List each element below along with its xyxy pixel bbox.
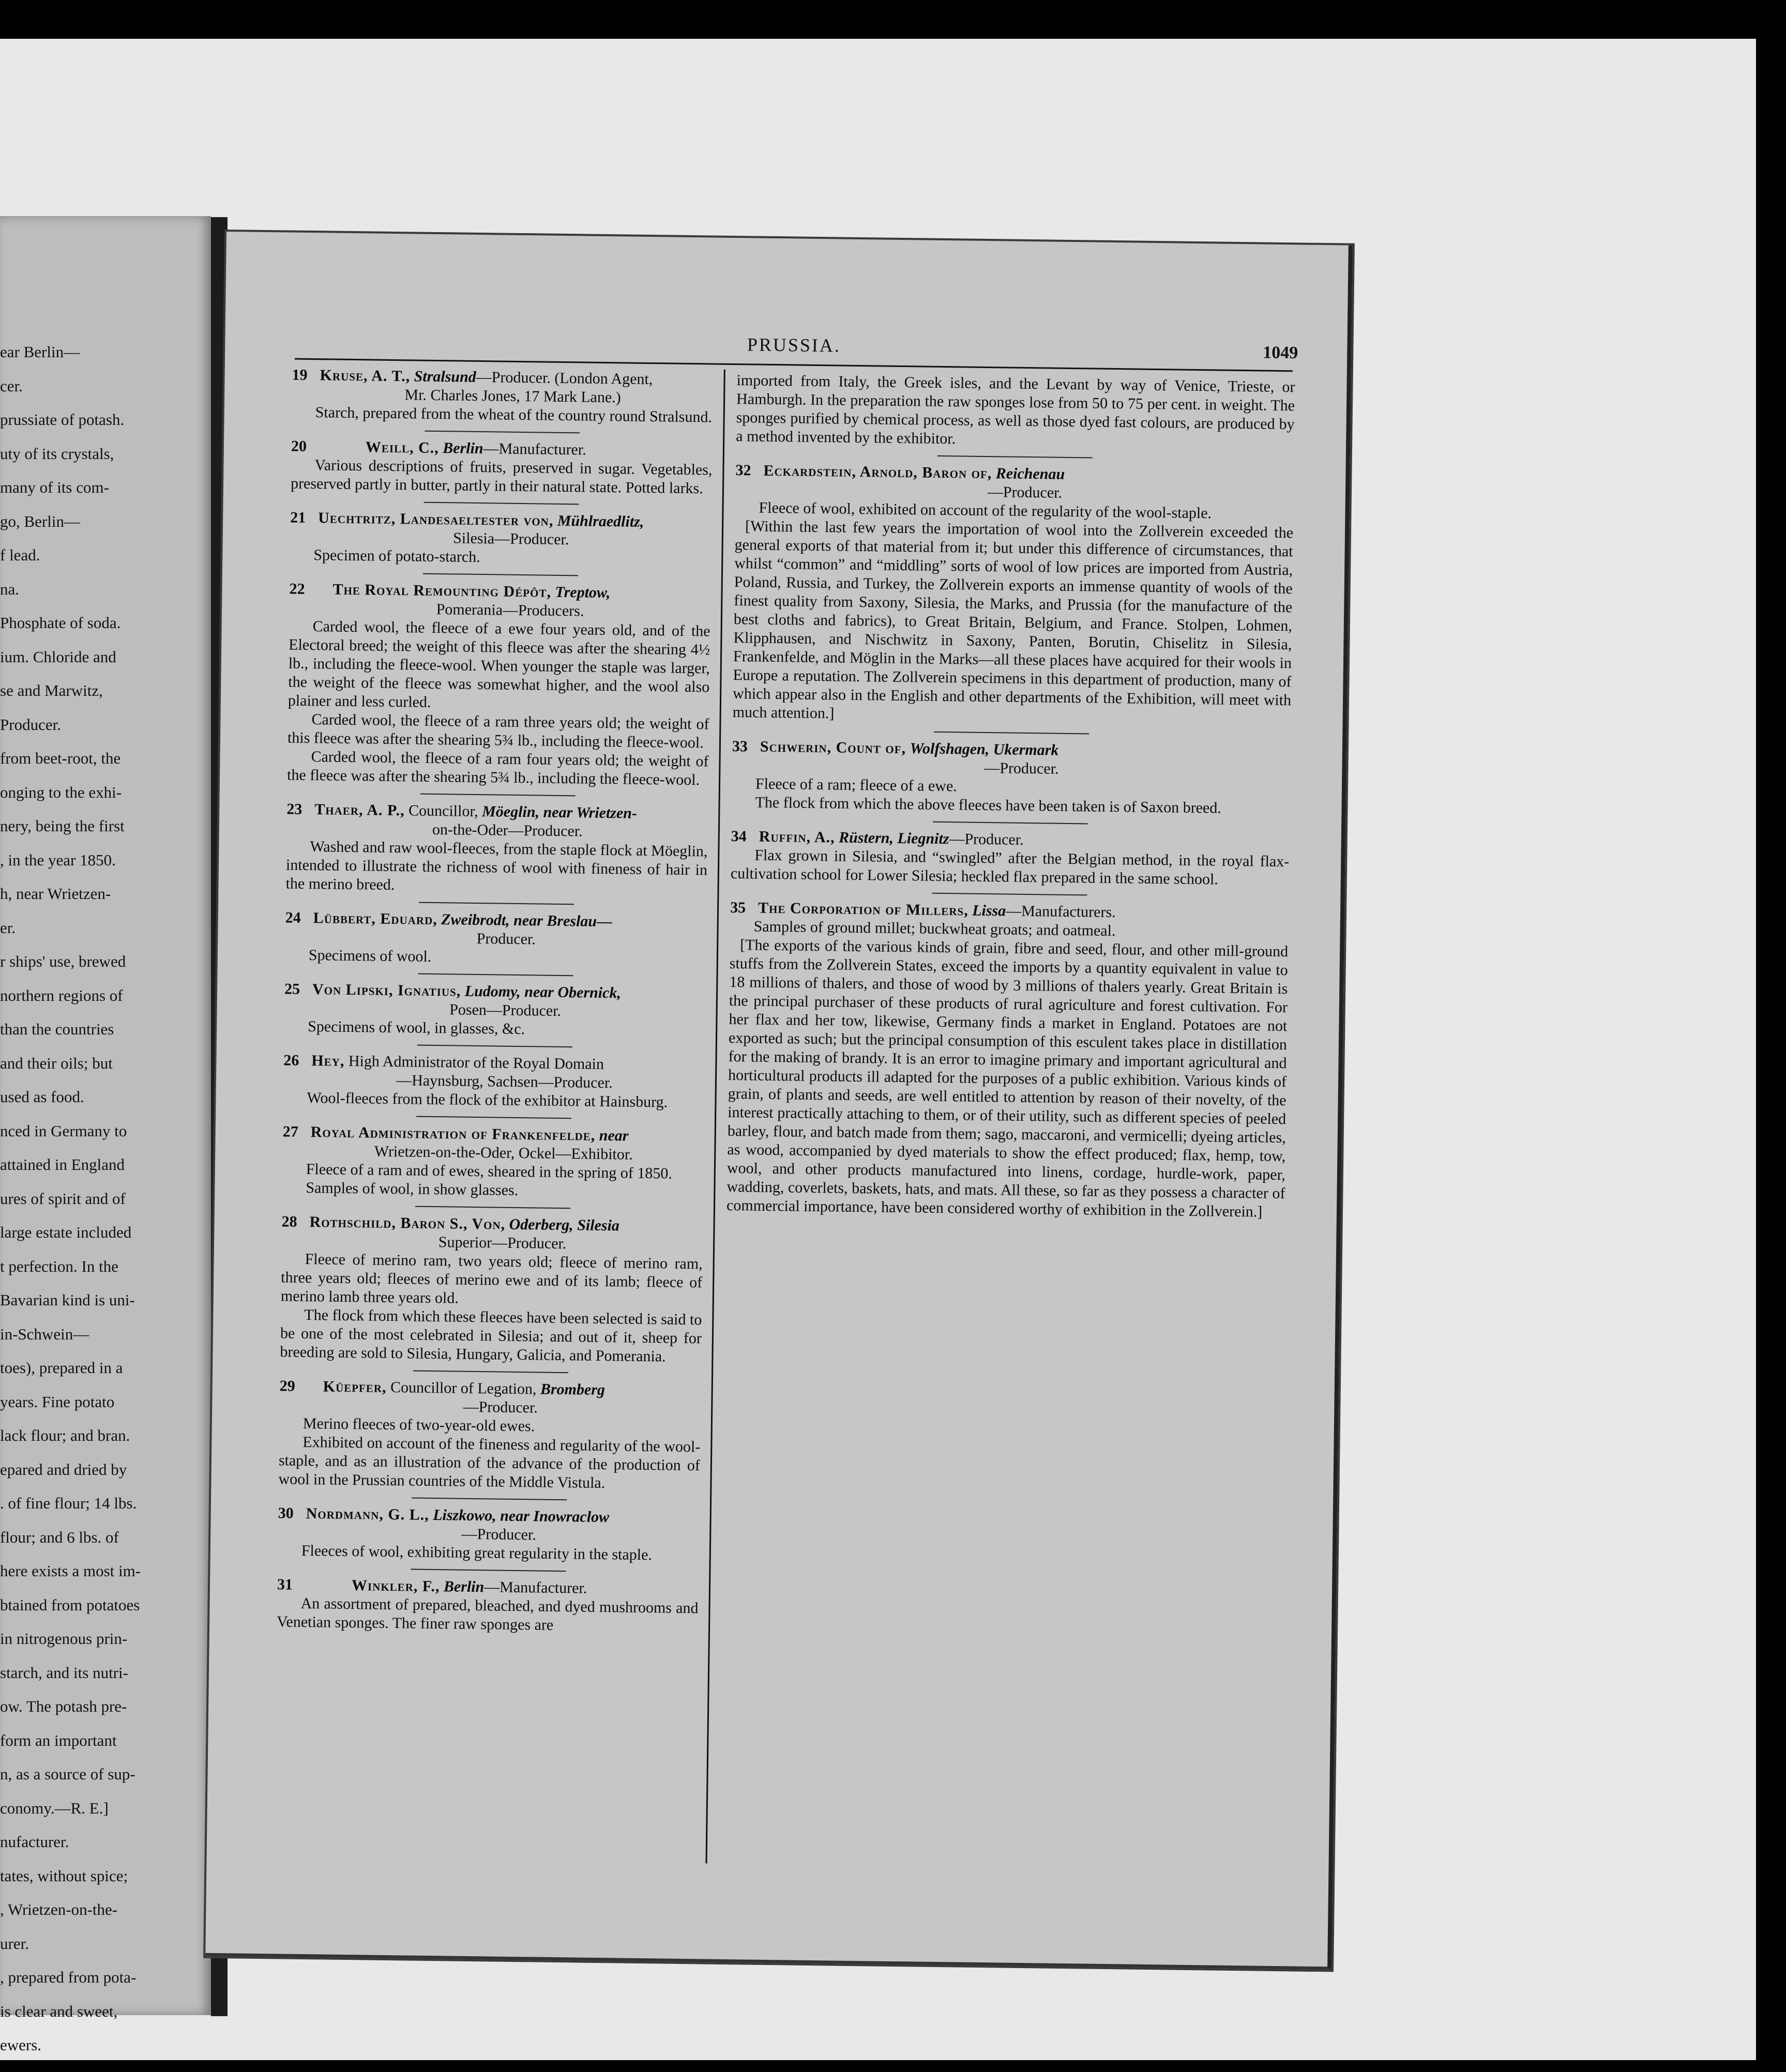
- entry-divider: [417, 1045, 572, 1048]
- entry-divider: [937, 455, 1093, 459]
- left-page-fragment: [0, 216, 211, 2054]
- left-page-line: nufacturer.: [0, 1833, 69, 1851]
- left-page-line: lack flour; and bran.: [0, 1426, 130, 1444]
- left-page-line: conomy.—R. E.]: [0, 1799, 109, 1817]
- left-page-line: , Wrietzen-on-the-: [0, 1900, 118, 1918]
- entry-32: 32 Eckardstein, Arnold, Baron of, Reichenau —Producer. Fleece of wool, exhibited on account of the regularity of the wool-staple. [Within the last few years the importation of wool into the Zollverein exceeded the general exports of that material from it; but under this difference of circumstances, that whilst “common” and “middling” sorts of wool of low prices are imported from Austria, Poland, Russia, and Turkey, the Zollverein exports an immense quantity of wools of the finest quality from Saxony, Silesia, the Marks, and Prussia (for the manufacture of the best cloths and fabrics), to Great Britain, Belgium, and France. Stolpen, Lohmen, Klipphausen, and Nischwitz in Saxony, Panten, Borutin, Chiselitz in Silesia, Frankenfelde, and Möglin in the Marks—all these places have acquired for their wools in Europe a reputation. The Zollverein specimens in this department of production, many of which appear also in the English and other departments of the Exhibition, will meet with much attention.]: [732, 461, 1294, 728]
- page-title: PRUSSIA.: [747, 334, 841, 356]
- entry-divider: [934, 732, 1089, 735]
- left-page-line: , in the year 1850.: [0, 850, 116, 869]
- left-page-line: years. Fine potato: [0, 1392, 115, 1411]
- editor-note: [The exports of the various kinds of grain, fibre and seed, flour, and other mill-ground stuffs from the Zollverein States, exceed the imports by a quantity equivalent in value to 18 millions of thalers, and those of wood by 3 millions of thalers yearly. Great Britain is the principal purchaser of these products of rural agriculture and forest cultivation. For her flax and her tow, likewise, Germany finds a market in England. Potatoes are not exported as such; but the principal consumption of this esculent takes place in distillation for the making of brandy. It is an error to imagine primary and important agricultural and horticultural products ill adapted for the purposes of a public exhibition. Various kinds of grain, of plants and seeds, are well entitled to attention by reason of their novelty, of the interest practically attaching to them, or of their utility, such as different species of peeled barley, flour, and batch made from them; sago, maccaroni, and vermicelli; dyeing articles, as wood, accompanied by dyed materials to show the effect produced; flax, hemp, tow, wool, and other products manufactured into linens, cordage, hurdle-work, paper, wadding, coverlets, baskets, hats, and mats. All these, so far as they possess a character of commercial importance, have been considered worthy of exhibition in the Zollverein.]: [726, 936, 1289, 1221]
- left-page-line: here exists a most im-: [0, 1562, 141, 1580]
- entry-divider: [425, 431, 580, 434]
- left-page-line: Bavarian kind is uni-: [0, 1291, 135, 1309]
- left-page-line: from beet-root, the: [0, 749, 121, 767]
- entry-19: 19 Kruse, A. T., Stralsund—Producer. (London Agent, Mr. Charles Jones, 17 Mark Lane.) Starch, prepared from the wheat of the country round Stralsund.: [292, 366, 713, 426]
- entry-divider: [413, 1370, 568, 1374]
- entry-20: 20 Weill, C., Berlin—Manufacturer. Various descriptions of fruits, preserved in sugar. Vegetables, preserved partly in butter, partly in their natural state. Potted larks.: [290, 437, 713, 497]
- entry-30: 30 Nordmann, G. L., Liszkowo, near Inowraclow —Producer. Fleeces of wool, exhibiting great regularity in the staple.: [278, 1504, 653, 1564]
- left-page-line: cer.: [0, 376, 23, 395]
- left-page-line: used as food.: [0, 1088, 84, 1106]
- left-page-line: in nitrogenous prin-: [0, 1629, 128, 1648]
- entry-33: 33 Schwerin, Count of, Wolfshagen, Ukermark —Producer. Fleece of a ram; fleece of a ewe. The flock from which the above fleeces have been taken is of Saxon breed.: [732, 738, 1222, 817]
- entry-divider: [933, 821, 1088, 825]
- entry-28: 28 Rothschild, Baron S., Von, Oderberg, Silesia Superior—Producer. Fleece of merino ram, two years old; fleece of merino ram, three years old; fleeces of merino ewe and of its lamb; fleece of merino lamb three years old. The flock from which these fleeces have been selected is said to be one of the most celebrated in Silesia; and out of it, sheep for breeding are sold to Silesia, Hungary, Galicia, and Pomerania.: [280, 1213, 703, 1365]
- left-page-line: se and Marwitz,: [0, 681, 103, 699]
- left-page-line: is clear and sweet,: [0, 2002, 118, 2020]
- left-page-line: onging to the exhi-: [0, 783, 122, 801]
- left-page-line: nced in Germany to: [0, 1121, 127, 1140]
- left-page-line: uty of its crystals,: [0, 444, 114, 463]
- entry-31-continued: imported from Italy, the Greek isles, and the Levant by way of Venice, Trieste, or Hamburgh. In the preparation the raw sponges lose from 50 to 75 per cent. in weight. The sponges purified by chemical process, as well as those dyed fast colours, are produced by a method invented by the exhibitor.: [736, 372, 1295, 448]
- entry-divider: [420, 794, 575, 797]
- left-page-line: nery, being the first: [0, 817, 125, 835]
- page-1049: [205, 232, 1353, 1970]
- entry-34: 34 Ruffin, A., Rüstern, Liegnitz—Producer. Flax grown in Silesia, and “swingled” after the Belgian method, in the royal flax-cultivation school for Lower Silesia; heckled flax prepared in the same school.: [730, 828, 1290, 888]
- editor-note: [Within the last few years the importation of wool into the Zollverein exceeded the general exports of that material from it; but under this difference of circumstances, that whilst “common” and “middling” sorts of wool of low prices are imported from Austria, Poland, Russia, and Turkey, the Zollverein exports an immense quantity of wools of the finest quality from Saxony, Silesia, the Marks, and Prussia (for the manufacture of the best cloths and fabrics), to Great Britain, Belgium, and France. Stolpen, Lohmen, Klipphausen, and Nischwitz in Saxony, Panten, Borutin, Chiselitz in Silesia, Frankenfelde, and Möglin in the Marks—all these places have acquired for their wools in Europe a reputation. The Zollverein specimens in this department of production, many of which appear also in the English and other departments of the Exhibition, will meet with much attention.]: [732, 517, 1294, 722]
- left-column: [277, 366, 714, 1637]
- entry-23: 23 Thaer, A. P., Councillor, Möeglin, near Wrietzen- on-the-Oder—Producer. Washed and raw wool-fleeces, from the staple flock at Möeglin, intended to illustrate the richness of wool with fineness of hair in the merino breed.: [285, 800, 708, 894]
- entry-25: 25 Von Lipski, Ignatius, Ludomy, near Obernick, Posen—Producer. Specimens of wool, in glasses, &c.: [284, 980, 622, 1038]
- entry-21: 21 Uechtritz, Landesaeltester von, Mühlraedlitz, Silesia—Producer. Specimen of potato-starch.: [290, 509, 644, 566]
- left-page-line: flour; and 6 lbs. of: [0, 1528, 119, 1546]
- left-page-line: ear Berlin—: [0, 343, 80, 361]
- left-page-line: btained from potatoes: [0, 1595, 140, 1614]
- left-page-line: er.: [0, 918, 16, 937]
- left-page-line: form an important: [0, 1731, 117, 1749]
- film-edge: [1756, 0, 1786, 2072]
- left-page-line: many of its com-: [0, 478, 109, 496]
- left-page-line: epared and dried by: [0, 1460, 127, 1479]
- left-page-line: attained in England: [0, 1155, 125, 1174]
- left-page-line: Producer.: [0, 715, 61, 734]
- entry-divider: [411, 1569, 566, 1572]
- entry-26: 26 Hey, High Administrator of the Royal Domain —Haynsburg, Sachsen—Producer. Wool-fleeces from the flock of the exhibitor at Hainsburg.: [283, 1052, 668, 1111]
- entry-31: 31 Winkler, F., Berlin—Manufacturer. An assortment of prepared, bleached, and dyed mushrooms and Venetian sponges. The finer raw sponges are: [276, 1576, 699, 1634]
- entry-divider: [412, 1498, 567, 1501]
- left-page-line: h, near Wrietzen-: [0, 885, 111, 903]
- left-page-line: ewers.: [0, 2036, 42, 2054]
- left-page-line: ures of spirit and of: [0, 1189, 126, 1208]
- entry-divider: [419, 902, 574, 905]
- entry-24: 24 Lübbert, Eduard, Zweibrodt, near Breslau— Producer. Specimens of wool.: [285, 909, 613, 965]
- left-page-line: and their oils; but: [0, 1054, 113, 1072]
- entry-divider: [422, 573, 578, 576]
- page-number: 1049: [1263, 343, 1298, 363]
- left-page-line: starch, and its nutri-: [0, 1663, 128, 1682]
- left-page-line: toes), prepared in a: [0, 1359, 123, 1377]
- left-page-line: r ships' use, brewed: [0, 952, 126, 970]
- entry-22: 22 The Royal Remounting Dépôt, Treptow, Pomerania—Producers. Carded wool, the fleece of a ewe four years old, and of the Electoral breed; the weight of this fleece was after the shearing 4½ lb., including the fleece-wool. When younger the staple was larger, the weight of the fleece was somewhat higher, and the wool also plainer and less curled. Carded wool, the fleece of a ram three years old; the weight of this fleece was after the shearing 5¾ lb., including the fleece-wool. Carded wool, the fleece of a ram four years old; the weight of the fleece was after the shearing 5¾ lb., including the fleece-wool.: [286, 580, 710, 789]
- entry-divider: [932, 893, 1087, 896]
- left-page-line: . of fine flour; 14 lbs.: [0, 1494, 137, 1512]
- left-page-line: northern regions of: [0, 986, 123, 1004]
- left-page-line: Phosphate of soda.: [0, 614, 121, 632]
- entry-35: 35 The Corporation of Millers, Lissa—Manufacturers. Samples of ground millet; buckwheat groats; and oatmeal. [The exports of the various kinds of grain, fibre and seed, flour, and other mill-ground stuffs from the Zollverein States, exceed the imports by a quantity equivalent in value to 18 millions of thalers, and those of wood by 3 millions of thalers yearly. Great Britain is the principal purchaser of these products of rural agriculture and forest cultivation. For her flax and her tow, likewise, Germany finds a market in England. Potatoes are not exported as such; but the principal consumption of this esculent takes place in distillation for the making of brandy. It is an error to imagine primary and important agricultural and horticultural products ill adapted for the purposes of a public exhibition. Various kinds of grain, of plants and seeds, are well entitled to attention by reason of their novelty, of the interest practically attaching to them, or of their utility, such as different species of peeled barley, flour, and batch made from them; sago, maccaroni, and vermicelli; dyeing articles, as wood, accompanied by dyed materials to show the effect produced; flax, hemp, tow, wool, and other products manufactured into linens, cordage, hurdle-work, paper, wadding, coverlets, baskets, hats, and mats. All these, so far as they possess a character of commercial importance, have been considered worthy of exhibition in the Zollverein.]: [726, 898, 1289, 1222]
- entry-divider: [415, 1206, 570, 1209]
- left-page-line: than the countries: [0, 1020, 114, 1038]
- entry-divider: [418, 973, 573, 977]
- left-page-line: ow. The potash pre-: [0, 1697, 127, 1715]
- left-page-line: go, Berlin—: [0, 512, 80, 530]
- left-page-line: tates, without spice;: [0, 1866, 128, 1885]
- left-page-line: n, as a source of sup-: [0, 1765, 135, 1783]
- entry-27: 27 Royal Administration of Frankenfelde, near Wrietzen-on-the-Oder, Ockel—Exhibitor. Fleece of a ram and of ewes, sheared in the spring of 1850. Samples of wool, in show glasses.: [282, 1123, 673, 1199]
- left-page-line: prussiate of potash.: [0, 410, 125, 429]
- left-page-line: in-Schwein—: [0, 1324, 89, 1343]
- left-page-line: t perfection. In the: [0, 1257, 118, 1275]
- left-page-line: large estate included: [0, 1223, 132, 1241]
- left-page-line: f lead.: [0, 546, 40, 564]
- entry-divider: [423, 502, 579, 505]
- left-page-line: na.: [0, 580, 20, 598]
- left-page-line: , prepared from pota-: [0, 1968, 137, 1986]
- entry-29: 29 Küepfer, Councillor of Legation, Bromberg —Producer. Merino fleeces of two-year-old ewes. Exhibited on account of the fineness and regularity of the wool-staple, and as an illustration of the advance of the production of wool in the Prussian countries of the Middle Vistula.: [278, 1377, 701, 1492]
- right-column: [726, 371, 1295, 1222]
- entry-divider: [416, 1116, 571, 1119]
- left-page-line: ium. Chloride and: [0, 647, 116, 666]
- left-page-line: urer.: [0, 1934, 29, 1953]
